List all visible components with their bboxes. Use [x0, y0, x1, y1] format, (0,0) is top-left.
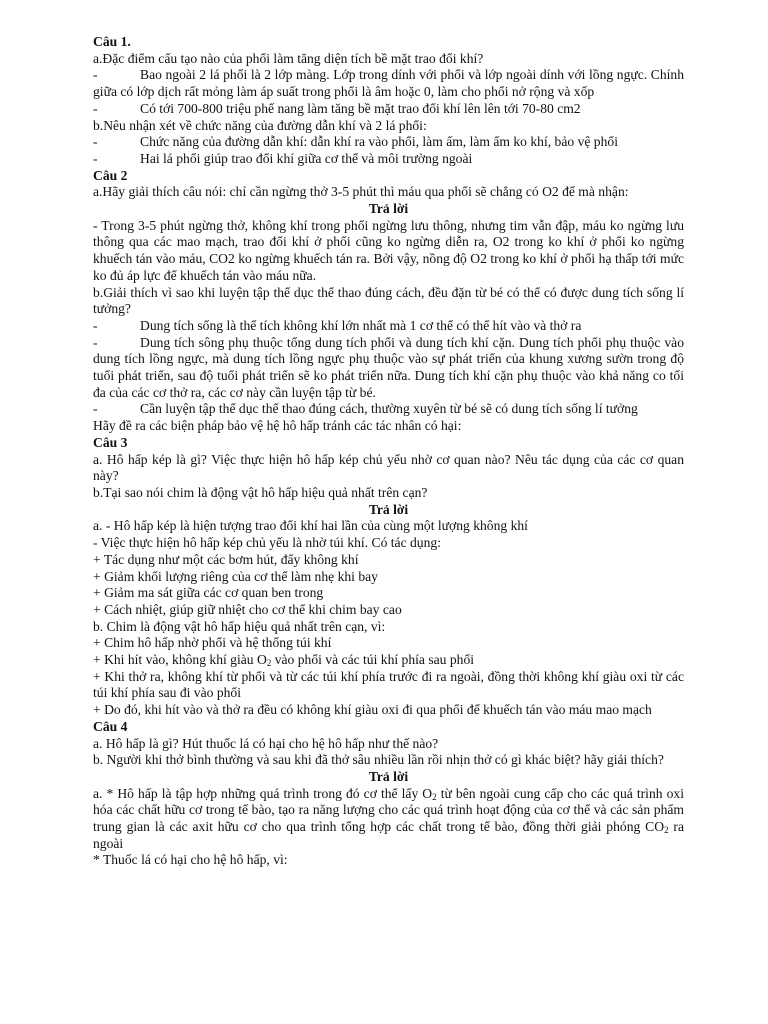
answer-item: - Dung tích sông phụ thuộc tổng dung tích phổi và dung tích khí cặn. Dung tích phổi phụ thuộc vào dung tích lồng ngực, mà dung tích lồng ngực phụ thuộc vào sự phát triển của khung xương sườn trong độ tuổi phát triển, sau độ tuổi phát triển sẽ ko phát triển nữa. Dung tích khí cặn phụ thuộc vào khả năng co tối đa của các cơ thở ra, các cơ này cần luyện tập từ bé. [93, 334, 684, 400]
question-4b: b. Người khi thở bình thường và sau khi đã thở sâu nhiều lần rồi nhịn thở có gì khác biệt? hãy giải thích? [93, 752, 664, 768]
answer-line: * Thuốc lá có hại cho hệ hô hấp, vì: [93, 852, 288, 868]
answer-heading: Trả lời [368, 501, 409, 517]
answer-line: - Việc thực hiện hô hấp kép chủ yếu là nhờ túi khí. Có tác dụng: [93, 535, 441, 551]
answer-item: - Cần luyện tập thể dục thể thao đúng cách, thường xuyên từ bé sẽ có dung tích sống lí tưởng [93, 401, 638, 417]
answer-line: + Khi thở ra, không khí từ phổi và từ các túi khí phía trước đi ra ngoài, đồng thời không khí giàu oxi từ các túi khí phía sau đi vào phổi [93, 668, 684, 701]
question-2c: Hãy đề ra các biện pháp bảo vệ hệ hô hấp tránh các tác nhân có hại: [93, 418, 462, 434]
answer-line: + Giảm ma sát giữa các cơ quan ben trong [93, 585, 324, 601]
answer-item: - Có tới 700-800 triệu phế nang làm tăng bề mặt trao đổi khí lên lên tới 70-80 cm2 [93, 100, 581, 116]
question-1a: a.Đặc điểm cấu tạo nào của phổi làm tăng diện tích bề mặt trao đổi khí? [93, 50, 484, 66]
answer-heading: Trả lời [368, 201, 409, 217]
question-3a: a. Hô hấp kép là gì? Việc thực hiện hô hấp kép chủ yếu nhờ cơ quan nào? Nêu tác dụng của các cơ quan này? [93, 451, 684, 484]
answer-line: + Do đó, khi hít vào và thở ra đều có không khí giàu oxi đi qua phổi để khuếch tán vào máu mao mạch [93, 702, 652, 718]
answer-heading: Trả lời [368, 768, 409, 784]
question-1-heading: Câu 1. [93, 34, 131, 49]
answer-paragraph: - Trong 3-5 phút ngừng thở, không khí trong phổi ngừng lưu thông, nhưng tim vẫn đập, máu ko ngừng lưu thông qua các mao mạch, trao đổi khí ở phổi cũng ko ngừng diễn ra, O2 trong ko khí ở phổi ko ngừng khuếch tán vào máu, CO2 ko ngừng khuếch tán ra. Bởi vậy, nồng độ O2 trong ko khí ở phổi hạ thấp tới mức ko đủ áp lực để khuếch tán vào máu nữa. [93, 217, 684, 283]
answer-line: + Khi hít vào, không khí giàu $O_2$ vào phổi và các túi khí phía sau phổi [93, 652, 475, 669]
question-2a: a.Hãy giải thích câu nói: chỉ cần ngừng thở 3-5 phút thì máu qua phổi sẽ chẳng có O2 để mà nhận: [93, 184, 629, 200]
question-3-heading: Câu 3 [93, 434, 128, 450]
answer-line: + Cách nhiệt, giúp giữ nhiệt cho cơ thể khi chim bay cao [93, 601, 402, 617]
answer-item: - Dung tích sống là thể tích không khí lớn nhất mà 1 cơ thể có thể hít vào và thở ra [93, 317, 582, 333]
question-1b: b.Nêu nhận xét về chức năng của đường dẫn khí và 2 lá phổi: [93, 117, 427, 133]
answer-line: + Tác dụng như một các bơm hút, đẩy không khí [93, 551, 359, 567]
answer-line: + Giảm khối lượng riêng của cơ thể làm nhẹ khi bay [93, 568, 378, 584]
answer-item: - Bao ngoài 2 lá phổi là 2 lớp màng. Lớp trong dính với phổi và lớp ngoài dính với lồng ngực. Chính giữa có lớp dịch rất mỏng làm áp suất trong phổi là âm hoặc 0, làm cho phổi nở rộng và xốp [93, 67, 684, 100]
question-2-heading: Câu 2 [93, 167, 128, 183]
answer-item: - Chức năng của đường dẫn khí: dẫn khí ra vào phổi, làm ấm, làm ẩm ko khí, bảo vệ phổi [93, 134, 618, 150]
question-3b: b.Tại sao nói chim là động vật hô hấp hiệu quả nhất trên cạn? [93, 484, 428, 500]
answer-item: - Hai lá phổi giúp trao đổi khí giữa cơ thể và môi trường ngoài [93, 150, 473, 166]
answer-line: + Chim hô hấp nhờ phổi và hệ thống túi khí [93, 635, 332, 651]
question-4-heading: Câu 4 [93, 718, 128, 734]
answer-line: a. - Hô hấp kép là hiện tượng trao đổi khí hai lần của cùng một lượng không khí [93, 518, 528, 534]
answer-line: b. Chim là động vật hô hấp hiệu quả nhất trên cạn, vì: [93, 618, 386, 634]
question-4a: a. Hô hấp là gì? Hút thuốc lá có hại cho hệ hô hấp như thế nào? [93, 735, 439, 751]
question-2b: b.Giải thích vì sao khi luyện tập thể dục thể thao đúng cách, đều đặn từ bé có thể có được dung tích sống lí tưởng? [93, 284, 684, 317]
answer-paragraph: a. * Hô hấp là tập hợp những quá trình trong đó cơ thể lấy $O_2$ từ bên ngoài cung cấp cho các quá trình oxi hóa các chất hữu cơ trong tế bào, tạo ra năng lượng cho các quá trình hoạt động của cơ thể và các sản phẩm trung gian là các axit hữu cơ cho qua trình tổng hợp các chất trong tế bào, đồng thời giải phóng $CO_2$ ra ngoài [93, 785, 684, 851]
